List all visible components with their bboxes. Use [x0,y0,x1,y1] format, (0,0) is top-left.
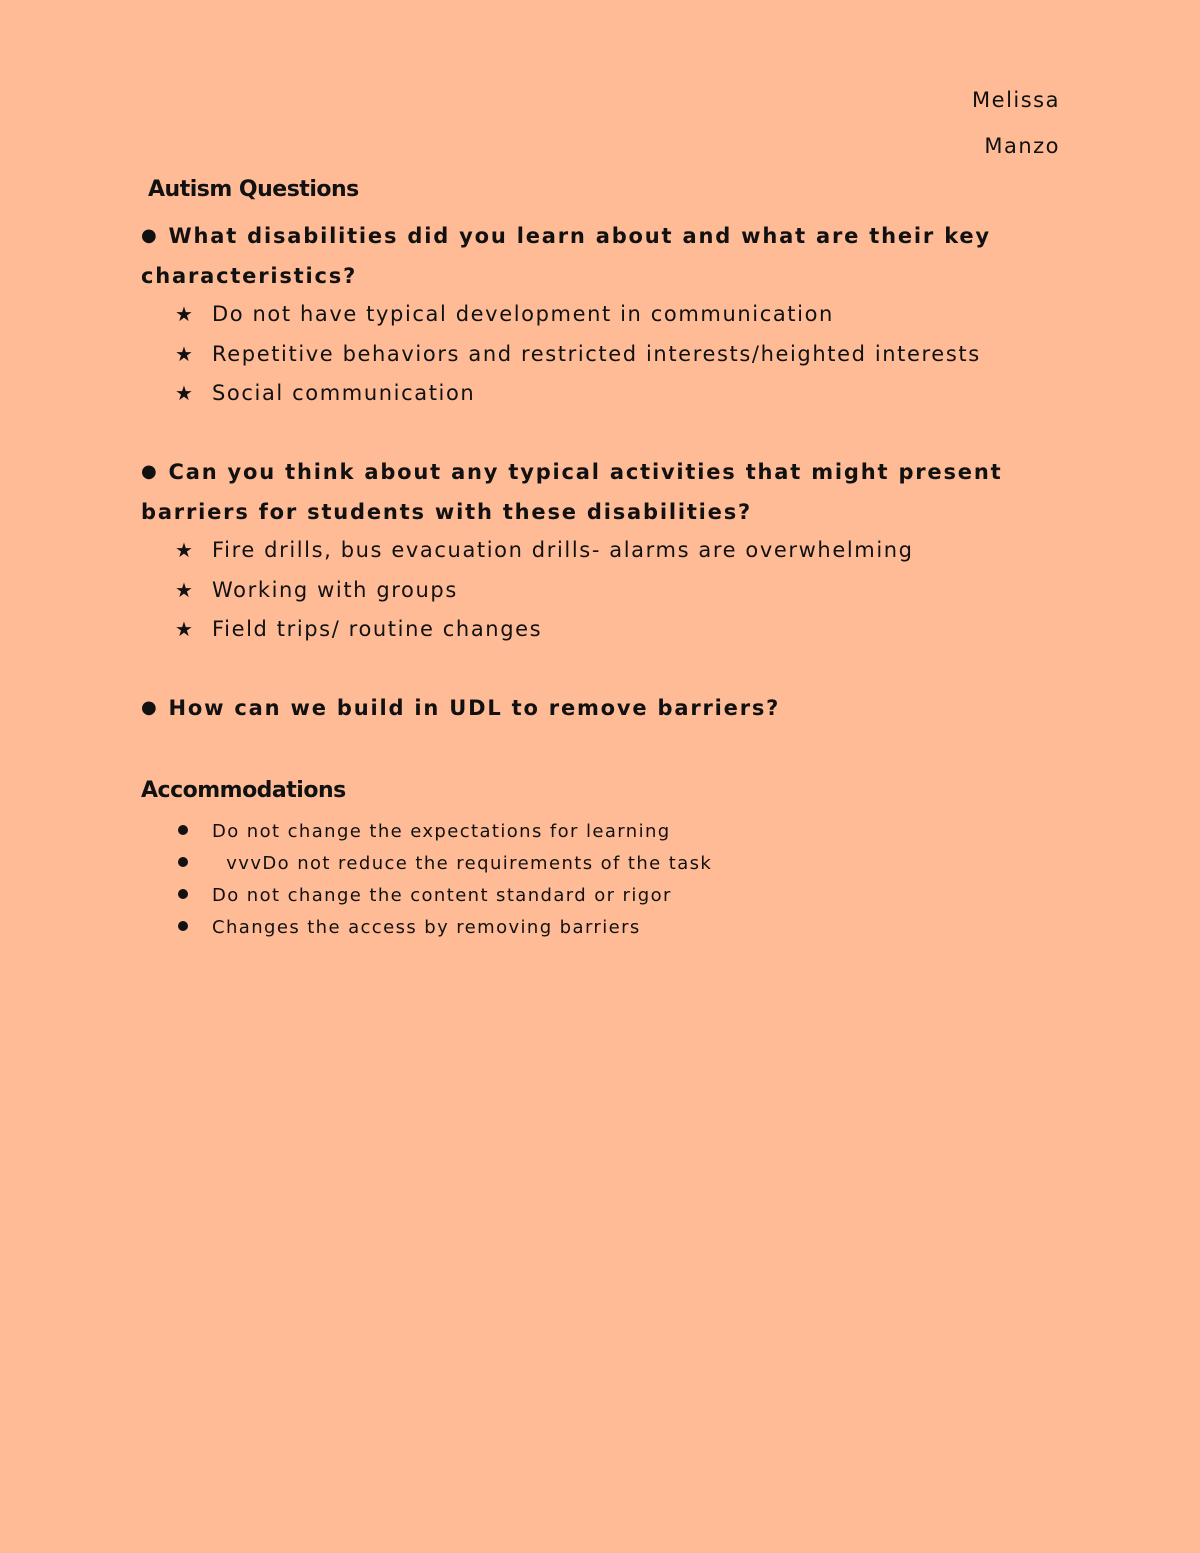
star-icon: ★ [175,577,195,602]
star-icon: ★ [175,381,195,405]
question-3-text: How can we build in UDL to remove barriers? [168,696,781,720]
answer-text: Fire drills, bus evacuation drills- alarms are overwhelming [212,538,914,562]
question-1-text: What disabilities did you learn about and what are their key characteristics? [141,224,991,288]
list-item [175,335,981,375]
star-icon: ★ [175,341,195,366]
list-item [178,912,712,944]
star-icon: ★ [175,617,195,641]
bullet-icon: ● [141,461,159,482]
question-1-answers [175,295,981,414]
accommodation-text: Do not change the content standard or rigor [212,885,672,906]
answer-text: Social communication [212,381,476,405]
star-icon: ★ [175,538,195,562]
list-item [175,374,981,414]
answer-text: Working with groups [212,577,458,602]
star-icon: ★ [175,302,195,326]
dot-icon [178,921,188,931]
list-item [175,610,914,650]
accommodation-text: Changes the access by removing barriers [212,917,641,938]
question-1 [141,217,1041,296]
list-item [175,531,914,571]
answer-text: Do not have typical development in communication [212,302,834,326]
list-item [178,880,712,912]
author-last-name: Manzo [984,134,1060,158]
author-first-name: Melissa [972,88,1060,112]
list-item [178,816,712,848]
question-3 [141,689,1041,729]
accommodation-text: vvvDo not reduce the requirements of the task [212,853,713,874]
bullet-icon: ● [141,225,159,246]
accommodations-list [178,816,712,944]
list-item [175,295,981,335]
question-2-text: Can you think about any typical activities that might present barriers for students with these disabilities? [141,460,1003,524]
list-item [178,848,712,880]
accommodations-heading: Accommodations [141,778,346,803]
dot-icon [178,825,188,835]
question-2-answers [175,531,914,650]
accommodation-text: Do not change the expectations for learning [212,821,671,842]
autism-questions-heading: Autism Questions [148,177,359,202]
answer-text: Repetitive behaviors and restricted interests/heighted interests [212,341,981,366]
dot-icon [178,857,188,867]
bullet-icon: ● [141,697,159,718]
dot-icon [178,889,188,899]
question-2 [141,453,1041,532]
answer-text: Field trips/ routine changes [212,617,543,641]
list-item [175,571,914,611]
